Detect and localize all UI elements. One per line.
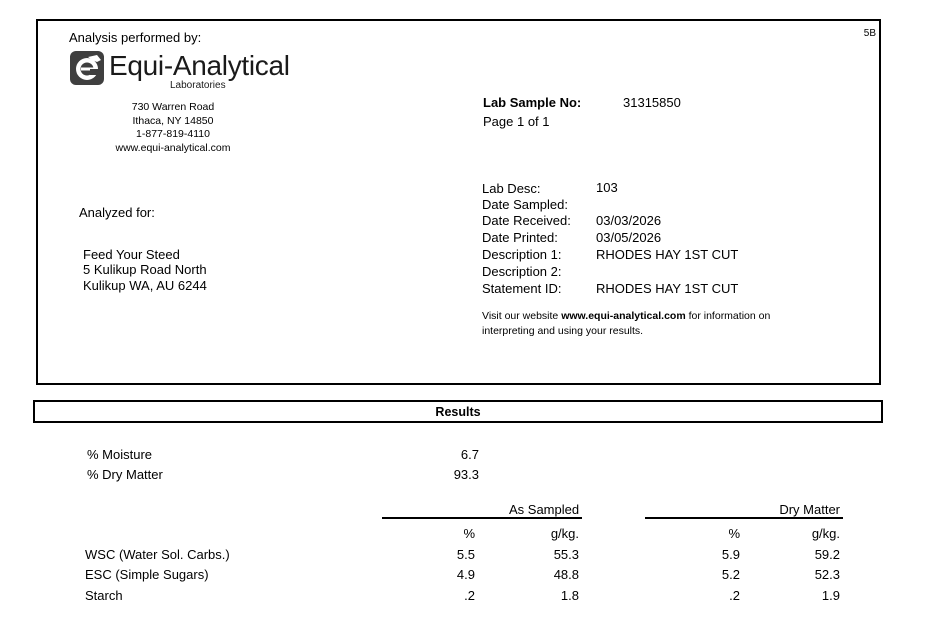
row-as-pct: 4.9 [456,567,475,582]
detail-label: Date Printed: [482,230,558,245]
client-address-line2: Kulikup WA, AU 6244 [83,278,207,293]
detail-value: RHODES HAY 1ST CUT [596,281,739,296]
col-dm-pct: % [728,526,740,541]
moisture-value: 6.7 [460,447,479,462]
dry-matter-rule [645,517,843,519]
row-dm-gkg: 59.2 [814,547,840,562]
lab-phone: 1-877-819-4110 [136,128,210,140]
row-dm-pct: .2 [729,588,740,603]
detail-label: Description 1: [482,247,562,262]
col-as-gkg: g/kg. [550,526,579,541]
analyzed-for-label: Analyzed for: [79,205,155,220]
visit-post: for information on [685,310,771,322]
detail-value: RHODES HAY 1ST CUT [596,247,739,262]
horse-e-logo-icon [70,51,104,85]
visit-url-link[interactable]: www.equi-analytical.com [561,310,686,322]
row-as-pct: .2 [464,588,475,603]
as-sampled-header: As Sampled [509,502,580,517]
moisture-label: % Moisture [87,447,153,462]
dry-matter-label: % Dry Matter [87,467,163,482]
lab-subtitle: Laboratories [170,80,226,91]
detail-label: Description 2: [482,264,562,279]
row-dm-gkg: 52.3 [814,567,840,582]
visit-line2: interpreting and using your results. [482,325,644,337]
lab-sample-label: Lab Sample No: [483,95,582,110]
detail-label: Lab Desc: [482,181,541,196]
lab-address-line1: 730 Warren Road [131,101,215,113]
client-address-line1: 5 Kulikup Road North [83,262,207,277]
row-label: Starch [85,588,123,603]
detail-value: 103 [596,180,618,195]
row-as-gkg: 55.3 [553,547,579,562]
detail-label: Date Sampled: [482,197,568,212]
dry-matter-header: Dry Matter [779,502,840,517]
row-label: WSC (Water Sol. Carbs.) [85,547,230,562]
col-as-pct: % [463,526,475,541]
row-dm-pct: 5.9 [721,547,740,562]
row-as-gkg: 48.8 [553,567,579,582]
client-name: Feed Your Steed [83,247,180,262]
performed-by-label: Analysis performed by: [69,30,202,45]
results-title: Results [435,404,481,419]
detail-value: 03/05/2026 [596,230,662,245]
row-label: ESC (Simple Sugars) [85,567,209,582]
row-as-pct: 5.5 [456,547,475,562]
visit-pre: Visit our website [482,310,562,322]
lab-website: www.equi-analytical.com [115,142,231,154]
lab-name: Equi-Analytical [109,50,290,81]
row-dm-gkg: 1.9 [821,588,840,603]
row-as-gkg: 1.8 [560,588,579,603]
detail-label: Statement ID: [482,281,562,296]
results-header-bar [33,400,883,423]
visit-website-text [482,310,770,322]
as-sampled-rule [382,517,582,519]
detail-value: 03/03/2026 [596,213,662,228]
col-dm-gkg: g/kg. [811,526,840,541]
lab-logo-icon [70,51,104,85]
detail-label: Date Received: [482,213,571,228]
page-code: 5B [863,28,876,39]
page-count: Page 1 of 1 [483,114,550,129]
lab-address-line2: Ithaca, NY 14850 [132,115,214,127]
row-dm-pct: 5.2 [721,567,740,582]
dry-matter-value: 93.3 [453,467,479,482]
lab-sample-value: 31315850 [623,95,681,110]
